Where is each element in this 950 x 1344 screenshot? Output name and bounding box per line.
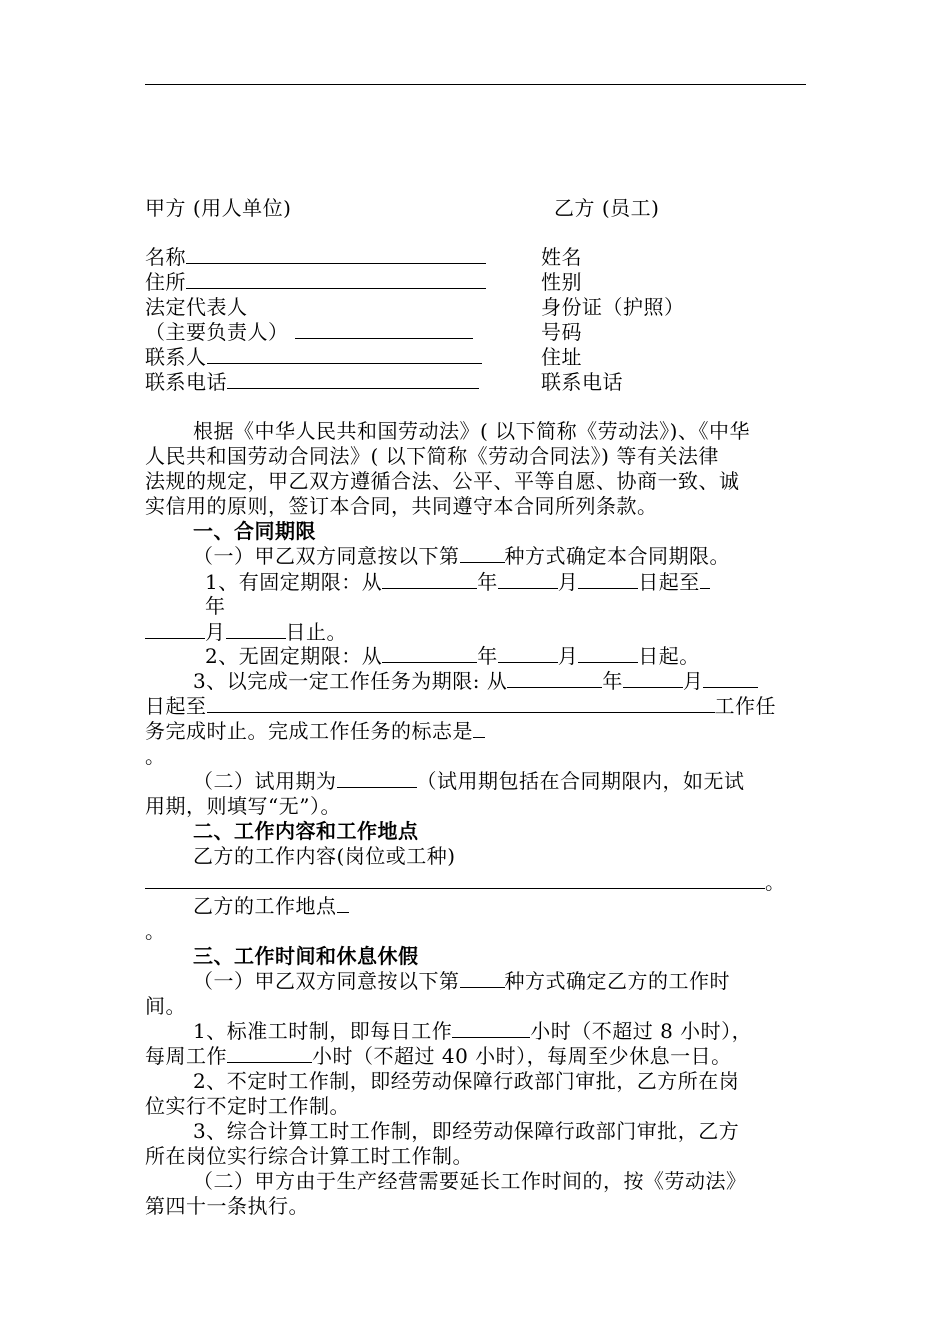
- open-day-blank[interactable]: [578, 644, 638, 663]
- task-completion-label: 务完成时止。完成工作任务的标志是: [145, 719, 473, 743]
- start-year-blank[interactable]: [382, 570, 477, 589]
- task-year-blank[interactable]: [507, 669, 602, 688]
- task-text: 工作任: [714, 694, 776, 718]
- task-end-blank[interactable]: [207, 694, 715, 713]
- comprehensive-hours-line-1: 3、综合计算工时工作制，即经劳动保障行政部门审批，乙方: [193, 1119, 740, 1143]
- task-month-blank[interactable]: [623, 669, 683, 688]
- task-period: 。: [145, 744, 166, 768]
- fixed-term-line: [205, 570, 710, 594]
- weekly-hours-blank[interactable]: [227, 1044, 312, 1063]
- probation-line: [193, 769, 745, 793]
- preamble-line-2: 人民共和国劳动合同法》( 以下简称《劳动合同法》) 等有关法律: [145, 444, 719, 468]
- standard-hours-line: [193, 1019, 752, 1043]
- weekly-hours-label: 每周工作: [145, 1044, 227, 1068]
- work-content-blank[interactable]: [145, 870, 765, 889]
- probation-line-2: 用期，则填写“无”）。: [145, 794, 341, 818]
- month-label: 月: [682, 669, 704, 693]
- section-2-title: 二、工作内容和工作地点: [193, 819, 419, 843]
- task-completion-blank[interactable]: [473, 719, 485, 738]
- standard-hours-label: 1、标准工时制，即每日工作: [193, 1019, 453, 1043]
- standard-hours-text: 小时（不超过 8 小时），: [530, 1019, 753, 1043]
- task-term-label: 3、以完成一定工作任务为期限: 从: [193, 669, 508, 693]
- fixed-term-label: 1、有固定期限：从: [205, 570, 383, 594]
- open-end-label: 日起。: [638, 644, 700, 668]
- party-a-legal-rep-label: 法定代表人: [145, 295, 248, 319]
- method-number-blank[interactable]: [460, 544, 505, 563]
- party-b-name-label: 姓名: [541, 245, 582, 269]
- clause-text: （一）甲乙双方同意按以下第: [193, 969, 460, 993]
- probation-label: （二）试用期为: [193, 769, 337, 793]
- work-place-line: [193, 894, 349, 918]
- overtime-line-1: （二）甲方由于生产经营需要延长工作时间的，按《劳动法》: [193, 1169, 747, 1193]
- work-place-label: 乙方的工作地点: [193, 894, 337, 918]
- work-content-line: [145, 870, 786, 894]
- work-hours-clause: [193, 969, 730, 993]
- preamble-line-3: 法规的规定，甲乙双方遵循合法、公平、平等自愿、协商一致、诚: [145, 469, 740, 493]
- fixed-term-year-label: 年: [205, 594, 226, 618]
- weekly-hours-text: 小时（不超过 40 小时），每周至少休息一日。: [312, 1044, 732, 1068]
- clause-text: 种方式确定乙方的工作时: [504, 969, 730, 993]
- start-month-blank[interactable]: [498, 570, 558, 589]
- party-a-contact-field: [145, 345, 482, 369]
- field-label: 名称: [145, 245, 186, 269]
- party-b-phone-label: 联系电话: [541, 370, 623, 394]
- day-until-label: 日止。: [285, 620, 347, 644]
- year-label: 年: [477, 570, 498, 594]
- month-label: 月: [205, 620, 226, 644]
- end-year-blank[interactable]: [700, 570, 710, 589]
- party-b-number-label: 号码: [541, 320, 582, 344]
- end-day-blank[interactable]: [226, 620, 286, 639]
- probation-blank[interactable]: [337, 769, 417, 788]
- clause-text: （一）甲乙双方同意按以下第: [193, 544, 460, 568]
- work-place-blank[interactable]: [337, 894, 349, 913]
- year-label: 年: [602, 669, 623, 693]
- party-b-heading: 乙方 (员工): [554, 196, 660, 220]
- principal-blank[interactable]: [295, 320, 473, 339]
- party-a-principal-field: [145, 320, 473, 344]
- work-place-period: 。: [145, 919, 166, 943]
- task-term-line: [193, 669, 758, 693]
- header-rule: [145, 84, 806, 85]
- phone-blank[interactable]: [227, 370, 479, 389]
- party-a-name-field: [145, 245, 486, 269]
- section-1-title: 一、合同期限: [193, 519, 316, 543]
- probation-text: （试用期包括在合同期限内，如无试: [416, 769, 745, 793]
- task-term-line-2: [145, 694, 776, 718]
- open-term-label: 2、无固定期限：从: [205, 644, 383, 668]
- day-from-label: 日起至: [638, 570, 700, 594]
- fixed-term-end-line: [145, 620, 347, 644]
- term-method-clause: [193, 544, 730, 568]
- task-day-blank[interactable]: [703, 669, 758, 688]
- party-a-address-field: [145, 270, 486, 294]
- comprehensive-hours-line-2: 所在岗位实行综合计算工时工作制。: [145, 1144, 473, 1168]
- field-label: 住所: [145, 270, 186, 294]
- preamble-line-1: 根据《中华人民共和国劳动法》( 以下简称《劳动法》)、《中华: [193, 419, 750, 443]
- overtime-line-2: 第四十一条执行。: [145, 1194, 309, 1218]
- flexible-hours-line-1: 2、不定时工作制，即经劳动保障行政部门审批，乙方所在岗: [193, 1069, 740, 1093]
- month-label: 月: [557, 644, 579, 668]
- clause-text: 种方式确定本合同期限。: [504, 544, 730, 568]
- start-day-blank[interactable]: [578, 570, 638, 589]
- contact-blank[interactable]: [207, 345, 482, 364]
- preamble-line-4: 实信用的原则，签订本合同，共同遵守本合同所列条款。: [145, 494, 658, 518]
- party-a-heading: 甲方 (用人单位): [145, 196, 292, 220]
- open-month-blank[interactable]: [498, 644, 558, 663]
- field-label: （主要负责人）: [145, 320, 289, 344]
- end-month-blank[interactable]: [145, 620, 205, 639]
- name-blank[interactable]: [186, 245, 486, 264]
- flexible-hours-line-2: 位实行不定时工作制。: [145, 1094, 350, 1118]
- open-year-blank[interactable]: [382, 644, 477, 663]
- work-hours-clause-end: 间。: [145, 994, 186, 1018]
- period-mark: 。: [765, 870, 786, 894]
- party-b-gender-label: 性别: [541, 270, 582, 294]
- party-b-address-label: 住址: [541, 345, 582, 369]
- party-a-phone-field: [145, 370, 479, 394]
- hours-method-blank[interactable]: [460, 969, 505, 988]
- day-from-label: 日起至: [145, 694, 207, 718]
- party-b-id-label: 身份证（护照）: [541, 295, 685, 319]
- month-label: 月: [557, 570, 579, 594]
- task-term-line-3: [145, 719, 485, 743]
- address-blank[interactable]: [186, 270, 486, 289]
- year-label: 年: [477, 644, 498, 668]
- open-term-line: [205, 644, 700, 668]
- work-content-label: 乙方的工作内容(岗位或工种): [193, 844, 456, 868]
- section-3-title: 三、工作时间和休息休假: [193, 944, 419, 968]
- field-label: 联系人: [145, 345, 207, 369]
- field-label: 联系电话: [145, 370, 227, 394]
- weekly-hours-line: [145, 1044, 732, 1068]
- daily-hours-blank[interactable]: [452, 1019, 530, 1038]
